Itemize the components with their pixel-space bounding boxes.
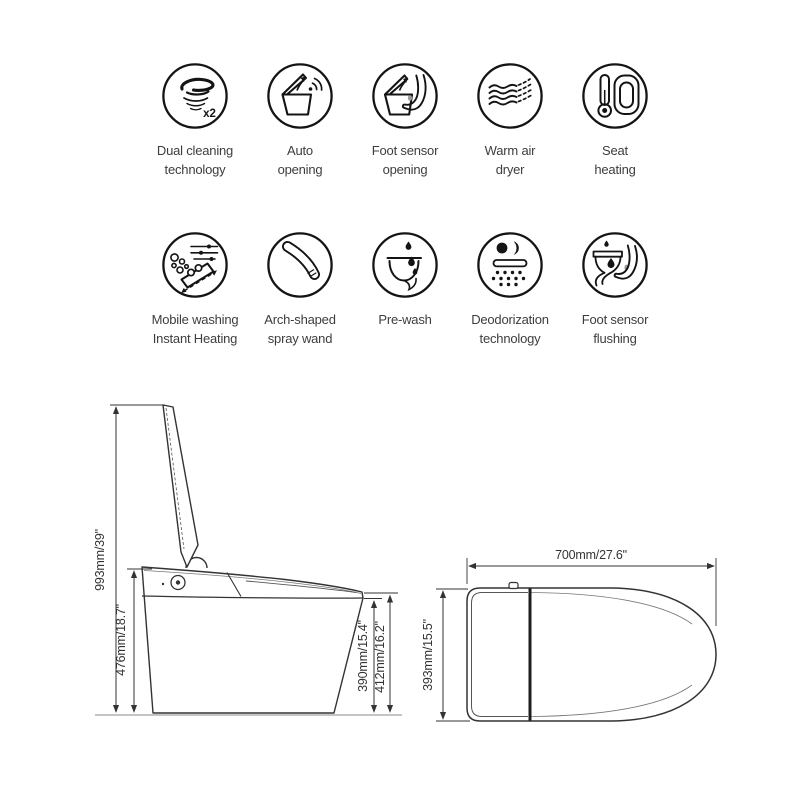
feature-foot-sensor-flushing: [558, 231, 672, 348]
dim-label-bowl-height: 412mm/16.2": [373, 621, 387, 693]
pre-wash-icon: [371, 231, 439, 299]
feature-label-line1: Pre-wash: [378, 312, 432, 327]
hinge-tab: [509, 583, 518, 589]
side-view-drawing: [93, 405, 398, 713]
feature-arch-spray-wand: [243, 231, 357, 348]
dual-cleaning-icon: [161, 62, 229, 130]
feature-dual-cleaning: [138, 62, 252, 179]
dual-cleaning-badge: x2: [203, 108, 216, 120]
dim-label-rim-height: 390mm/15.4": [356, 620, 370, 692]
feature-pre-wash: [348, 231, 462, 329]
feature-label-line2: spray wand: [267, 331, 333, 346]
feature-label-line1: Dual cleaning: [156, 143, 234, 158]
feature-seat-heating: [558, 62, 672, 179]
feature-label-line2: opening: [277, 162, 323, 177]
feature-label-line2: technology: [164, 162, 226, 177]
dim-label-seat-height: 476mm/18.7": [114, 604, 128, 676]
feature-label-line1: Mobile washing: [151, 312, 239, 327]
deodorization-icon: [476, 231, 544, 299]
dim-label-length: 700mm/27.6": [555, 548, 627, 562]
feature-label-line1: Auto: [287, 143, 313, 158]
feature-label-line2: flushing: [593, 331, 637, 346]
feature-label-line1: Seat: [602, 143, 628, 158]
feature-label-line2: opening: [382, 162, 428, 177]
feature-warm-air-dryer: [453, 62, 567, 179]
arch-spray-wand-icon: [266, 231, 334, 299]
feature-label-line1: Arch-shaped: [264, 312, 336, 327]
top-view-drawing: [421, 548, 716, 721]
foot-sensor-flushing-icon: [581, 231, 649, 299]
feature-foot-sensor-opening: [348, 62, 462, 179]
feature-label-line2: dryer: [495, 162, 525, 177]
feature-label-line2: Instant Heating: [152, 331, 238, 346]
seat-heating-icon: [581, 62, 649, 130]
feature-label-line1: Foot sensor: [581, 312, 649, 327]
dim-label-width: 393mm/15.5": [421, 619, 435, 691]
feature-label-line1: Warm air: [484, 143, 536, 158]
feature-deodorization: [453, 231, 567, 348]
dim-label-overall-height: 993mm/39": [93, 529, 107, 591]
toilet-body-top: [467, 588, 716, 721]
dimension-drawing: [0, 380, 800, 780]
feature-auto-opening: [243, 62, 357, 179]
feature-label-line1: Foot sensor: [371, 143, 439, 158]
foot-sensor-opening-icon: [371, 62, 439, 130]
feature-label-line1: Deodorization: [471, 312, 549, 327]
warm-air-dryer-icon: [476, 62, 544, 130]
feature-label-line2: technology: [479, 331, 541, 346]
auto-opening-icon: [266, 62, 334, 130]
feature-label-line2: heating: [594, 162, 636, 177]
open-lid: [163, 405, 198, 567]
feature-mobile-washing: [138, 231, 252, 348]
mobile-washing-icon: [161, 231, 229, 299]
